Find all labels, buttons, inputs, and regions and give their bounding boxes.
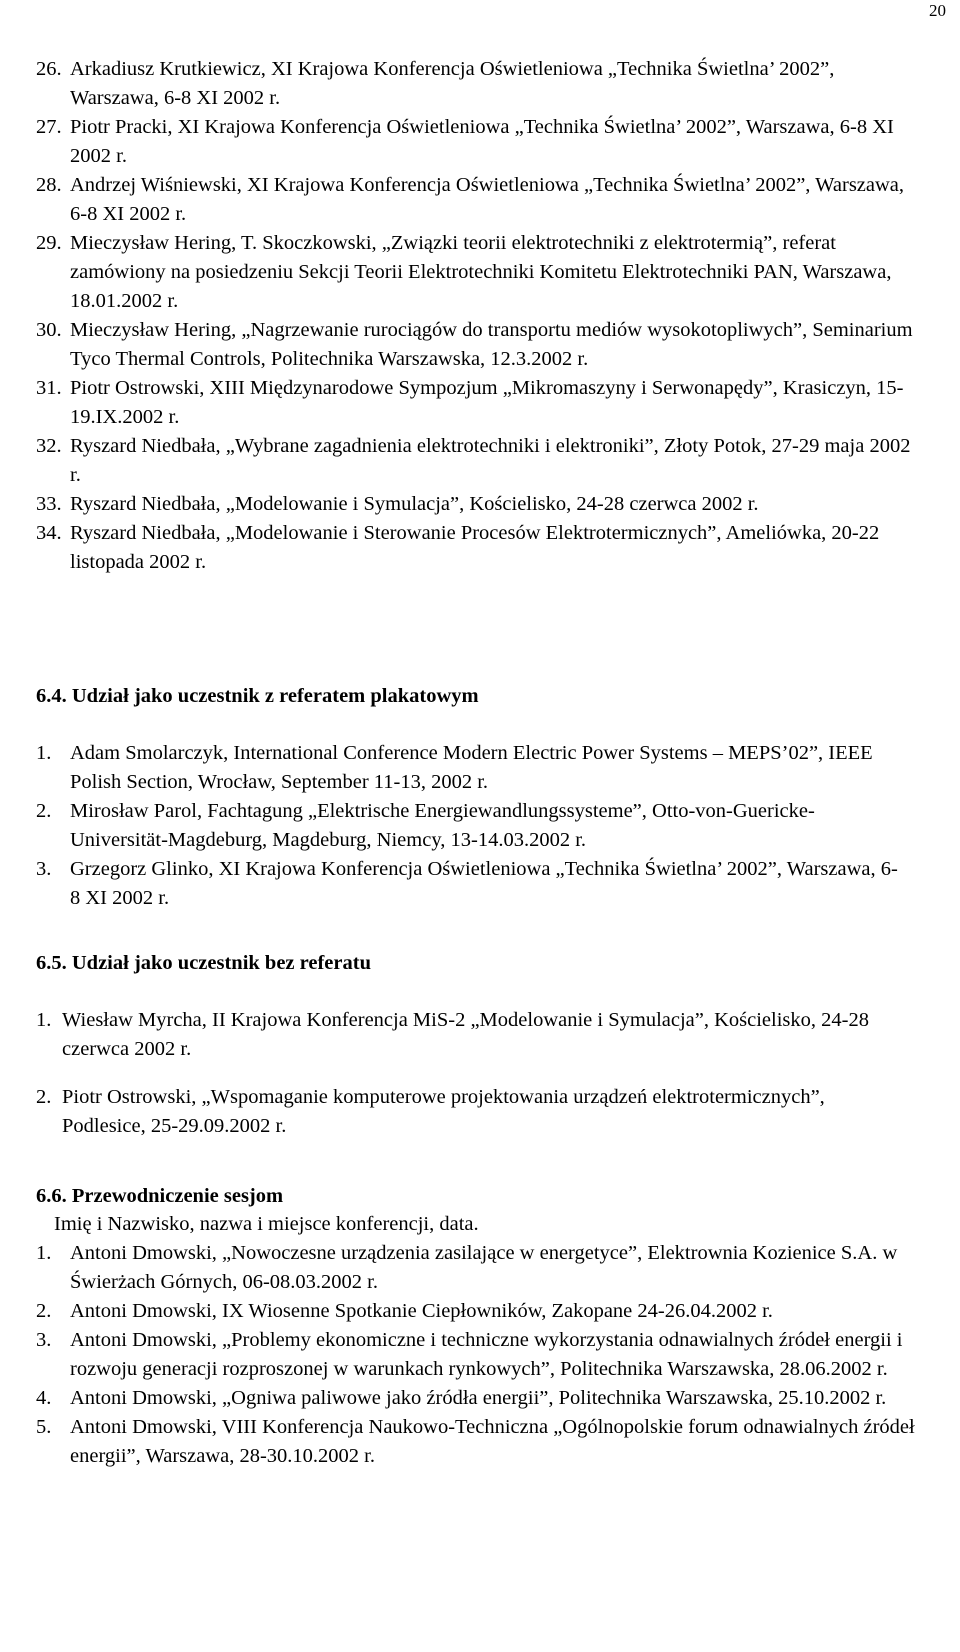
- item-text: Andrzej Wiśniewski, XI Krajowa Konferencja Oświetleniowa „Technika Świetlna’ 2002”, Warszawa, 6-8 XI 2002 r.: [70, 174, 905, 225]
- item-number: 1.: [36, 1009, 52, 1031]
- item-number: 1.: [36, 742, 52, 764]
- list-item: [36, 797, 906, 855]
- section-6-5-list: [36, 1006, 906, 1141]
- list-item: [36, 55, 926, 113]
- item-number: 26.: [36, 58, 62, 80]
- item-text: Mieczysław Hering, „Nagrzewanie rurociągów do transportu mediów wysokotopliwych”, Seminarium Tyco Thermal Controls, Politechnika Warszawska, 12.3.2002 r.: [70, 319, 913, 370]
- item-text: Ryszard Niedbała, „Wybrane zagadnienia elektrotechniki i elektroniki”, Złoty Potok, 27-29 maja 2002 r.: [70, 435, 911, 486]
- section-heading-6-4: 6.4. Udział jako uczestnik z referatem plakatowym: [36, 685, 479, 707]
- list-6-5: [36, 1006, 906, 1141]
- item-text: Antoni Dmowski, „Ogniwa paliwowe jako źródła energii”, Politechnika Warszawska, 25.10.2002 r.: [70, 1387, 887, 1409]
- item-text: Ryszard Niedbała, „Modelowanie i Symulacja”, Kościelisko, 24-28 czerwca 2002 r.: [70, 493, 759, 515]
- section-6-6-intro: Imię i Nazwisko, nazwa i miejsce konferencji, data.: [54, 1213, 479, 1235]
- page-number: 20: [929, 1, 946, 20]
- item-text: Antoni Dmowski, „Problemy ekonomiczne i techniczne wykorzystania odnawialnych źródeł energii i rozwoju generacji rozproszonej w warunkach rynkowych”, Politechnika Warszawska, 28.06.2002 r.: [70, 1329, 903, 1380]
- item-text: Wiesław Myrcha, II Krajowa Konferencja MiS-2 „Modelowanie i Symulacja”, Kościelisko, 24-28 czerwca 2002 r.: [62, 1009, 869, 1060]
- item-number: 3.: [36, 1329, 52, 1351]
- item-number: 4.: [36, 1387, 52, 1409]
- list-item: [36, 432, 926, 490]
- item-number: 2.: [36, 1300, 52, 1322]
- section-heading-6-6: 6.6. Przewodniczenie sesjom: [36, 1185, 284, 1207]
- item-text: Adam Smolarczyk, International Conference Modern Electric Power Systems – MEPS’02”, IEEE Polish Section, Wrocław, September 11-13, 2002 r.: [70, 742, 873, 793]
- item-number: 2.: [36, 1086, 52, 1108]
- item-number: 31.: [36, 377, 62, 399]
- section-heading-6-5: 6.5. Udział jako uczestnik bez referatu: [36, 952, 371, 974]
- list-item: [36, 1326, 916, 1384]
- list-item: [36, 1384, 916, 1413]
- item-text: Mirosław Parol, Fachtagung „Elektrische Energiewandlungssysteme”, Otto-von-Guericke-Universität-Magdeburg, Magdeburg, Niemcy, 13-14.03.2002 r.: [70, 800, 815, 851]
- list-item: [36, 855, 906, 913]
- item-text: Piotr Pracki, XI Krajowa Konferencja Oświetleniowa „Technika Świetlna’ 2002”, Warszawa, 6-8 XI 2002 r.: [70, 116, 894, 167]
- section-6-4-list: [36, 739, 906, 913]
- section-6-6-list: [36, 1239, 916, 1471]
- list-item: [36, 739, 906, 797]
- item-number: 28.: [36, 174, 62, 196]
- item-number: 30.: [36, 319, 62, 341]
- list-item: [36, 229, 926, 316]
- list-item: [36, 1006, 906, 1064]
- item-number: 2.: [36, 800, 52, 822]
- item-number: 29.: [36, 232, 62, 254]
- list-item: [36, 1413, 916, 1471]
- item-text: Mieczysław Hering, T. Skoczkowski, „Związki teorii elektrotechniki z elektrotermią”, referat zamówiony na posiedzeniu Sekcji Teorii Elektrotechniki Komitetu Elektrotechniki PAN, Warszawa, 18.01.2002 r.: [70, 232, 892, 312]
- list-item: [36, 374, 926, 432]
- list-item: [36, 1297, 916, 1326]
- item-number: 27.: [36, 116, 62, 138]
- list-item: [36, 171, 926, 229]
- item-text: Arkadiusz Krutkiewicz, XI Krajowa Konferencja Oświetleniowa „Technika Świetlna’ 2002”, Warszawa, 6-8 XI 2002 r.: [70, 58, 835, 109]
- item-number: 34.: [36, 522, 62, 544]
- list-item: [36, 113, 926, 171]
- list-6-4: [36, 739, 906, 913]
- item-text: Ryszard Niedbała, „Modelowanie i Sterowanie Procesów Elektrotermicznych”, Ameliówka, 20-22 listopada 2002 r.: [70, 522, 880, 573]
- item-number: 32.: [36, 435, 62, 457]
- list-item: [36, 1239, 916, 1297]
- item-text: Piotr Ostrowski, XIII Międzynarodowe Sympozjum „Mikromaszyny i Serwonapędy”, Krasiczyn, 15-19.IX.2002 r.: [70, 377, 904, 428]
- conference-list-26-34: [36, 55, 926, 577]
- item-text: Antoni Dmowski, IX Wiosenne Spotkanie Ciepłowników, Zakopane 24-26.04.2002 r.: [70, 1300, 773, 1322]
- list-6-6: [36, 1239, 916, 1471]
- list-item: [36, 316, 926, 374]
- item-text: Antoni Dmowski, „Nowoczesne urządzenia zasilające w energetyce”, Elektrownia Kozienice S.A. w Świerżach Górnych, 06-08.03.2002 r.: [70, 1242, 898, 1293]
- item-number: 5.: [36, 1416, 52, 1438]
- list-top: [36, 55, 926, 577]
- item-text: Grzegorz Glinko, XI Krajowa Konferencja Oświetleniowa „Technika Świetlna’ 2002”, Warszawa, 6-8 XI 2002 r.: [70, 858, 898, 909]
- item-number: 1.: [36, 1242, 52, 1264]
- list-item: [36, 490, 926, 519]
- item-number: 3.: [36, 858, 52, 880]
- item-text: Piotr Ostrowski, „Wspomaganie komputerowe projektowania urządzeń elektrotermicznych”, Podlesice, 25-29.09.2002 r.: [62, 1086, 825, 1137]
- item-number: 33.: [36, 493, 62, 515]
- list-item: [36, 519, 926, 577]
- item-text: Antoni Dmowski, VIII Konferencja Naukowo-Techniczna „Ogólnopolskie forum odnawialnych źródeł energii”, Warszawa, 28-30.10.2002 r.: [70, 1416, 915, 1467]
- list-item: [36, 1083, 906, 1141]
